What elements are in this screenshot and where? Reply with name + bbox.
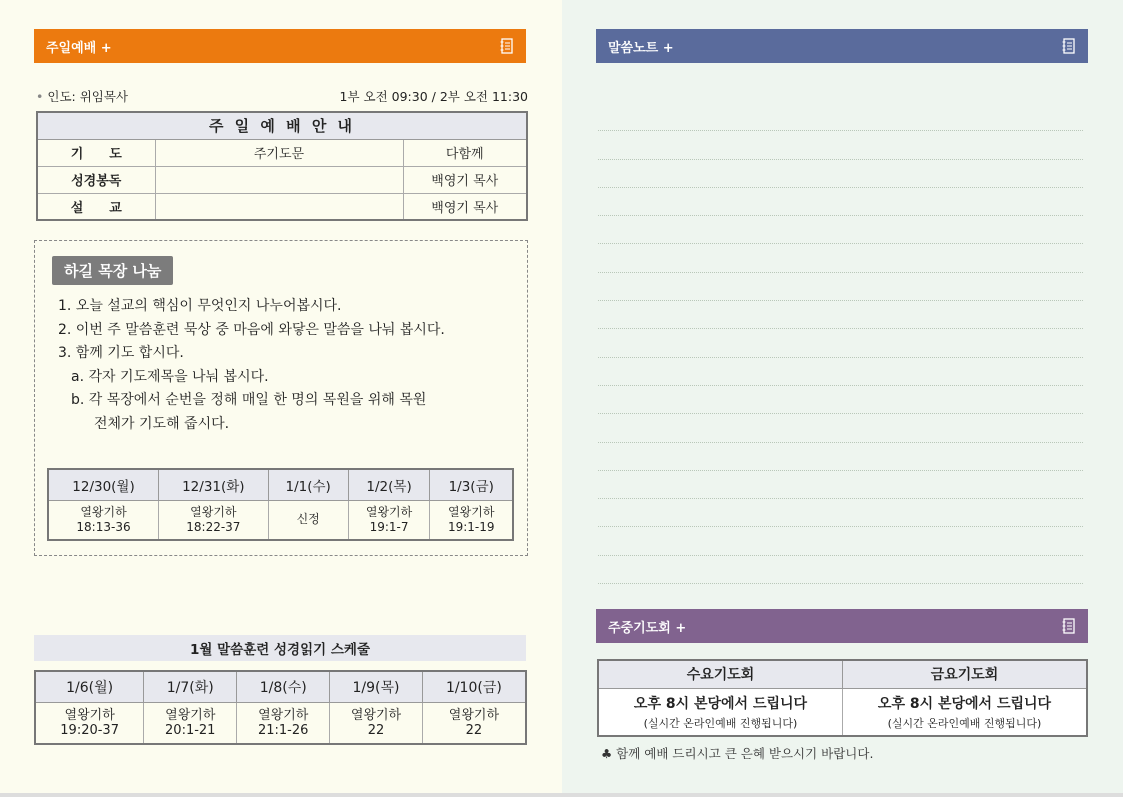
- reading-range: 20:1-21: [165, 722, 216, 738]
- note-line: [598, 443, 1083, 471]
- share-tag: 하길 목장 나눔: [52, 256, 173, 285]
- schedule-reading: [48, 500, 159, 540]
- schedule-reading: [159, 500, 269, 540]
- worship-header[interactable]: [34, 29, 526, 63]
- reading-book: 열왕기하: [64, 707, 115, 723]
- note-line: [598, 188, 1083, 216]
- note-line: [598, 160, 1083, 188]
- reading-book: 열왕기하: [365, 504, 413, 519]
- prayer-header-title: 주중기도회 +: [608, 620, 687, 636]
- notes-header-title: 말씀노트 +: [608, 40, 674, 56]
- reading-book: 열왕기하: [448, 504, 495, 519]
- schedule-reading: [348, 500, 430, 540]
- service-row-label: 성경봉독: [37, 166, 155, 193]
- service-times: 1부 오전 09:30 / 2부 오전 11:30: [339, 89, 528, 104]
- note-line: [598, 556, 1083, 584]
- reading-range: 18:22-37: [186, 519, 241, 534]
- note-line: [598, 414, 1083, 442]
- schedule-day: 1/3(금): [430, 469, 513, 500]
- prayer-main: 오후 8시 본당에서 드립니다: [633, 695, 808, 712]
- reading-book: 열왕기하: [258, 707, 309, 723]
- reading-book: 열왕기하: [165, 707, 216, 723]
- service-row-label: 설 교: [37, 193, 155, 220]
- prayer-main: 오후 8시 본당에서 드립니다: [877, 695, 1052, 712]
- prayer-note: (실시간 온라인예배 진행됩니다): [887, 716, 1042, 730]
- footer-message: ♣ 함께 예배 드리시고 큰 은혜 받으시기 바랍니다.: [601, 746, 874, 761]
- jan-schedule-title: 1월 말씀훈련 성경읽기 스케줄: [34, 635, 526, 661]
- schedule-day: 1/1(수): [268, 469, 348, 500]
- reading-book: 열왕기하: [350, 707, 402, 723]
- reading-book: 열왕기하: [448, 707, 499, 723]
- reading-range: 22: [465, 722, 483, 738]
- service-row: [37, 193, 527, 220]
- share-item: 3. 함께 기도 합시다.: [58, 345, 184, 361]
- schedule-day: 1/2(목): [348, 469, 430, 500]
- prayer-column-title: 수요기도회: [598, 660, 843, 688]
- schedule-reading: [237, 702, 330, 744]
- reading-range: 18:13-36: [76, 519, 131, 534]
- service-table: [36, 111, 528, 221]
- notebook-icon[interactable]: [1062, 38, 1076, 54]
- reading-range: 21:1-26: [257, 722, 309, 738]
- reading-range: 19:1-19: [447, 519, 495, 534]
- share-item: 1. 오늘 설교의 핵심이 무엇인지 나누어봅시다.: [58, 298, 342, 314]
- notebook-icon[interactable]: [1062, 618, 1076, 634]
- prayer-table: [597, 659, 1088, 737]
- prayer-note: (실시간 온라인예배 진행됩니다): [643, 716, 798, 730]
- schedule-day: 12/31(화): [159, 469, 269, 500]
- service-row-content: [155, 193, 403, 220]
- share-item: 2. 이번 주 말씀훈련 묵상 중 마음에 와닿은 말씀을 나눠 봅시다.: [58, 321, 445, 338]
- reading-range: 19:20-37: [60, 722, 119, 738]
- leader-text: 인도: 위임목사: [47, 89, 129, 104]
- bullet-icon: •: [36, 89, 44, 104]
- note-line: [598, 103, 1083, 131]
- service-row-label: 기 도: [37, 139, 155, 166]
- service-row-person: 백영기 목사: [403, 193, 527, 220]
- schedule-reading: [430, 500, 513, 540]
- service-table-title: 주 일 예 배 안 내: [37, 112, 527, 139]
- share-item: 전체가 기도해 줍시다.: [94, 415, 230, 432]
- bottom-strip: [0, 793, 1123, 797]
- schedule-day: 1/7(화): [144, 671, 237, 702]
- service-row: [37, 166, 527, 193]
- reading-range: 19:1-7: [369, 519, 409, 534]
- schedule-reading: [35, 702, 144, 744]
- jan-schedule-table: [34, 670, 527, 745]
- reading-book: 신정: [296, 512, 320, 527]
- note-line: [598, 273, 1083, 301]
- schedule-day: 12/30(월): [48, 469, 159, 500]
- note-line: [598, 244, 1083, 272]
- schedule-day: 1/9(목): [330, 671, 423, 702]
- prayer-header[interactable]: [596, 609, 1088, 643]
- notes-lines[interactable]: [598, 103, 1083, 584]
- note-line: [598, 131, 1083, 159]
- service-row-content: [155, 166, 403, 193]
- schedule-day: 1/8(수): [237, 671, 330, 702]
- service-meta: [36, 87, 528, 105]
- schedule-reading: [268, 500, 348, 540]
- notes-header[interactable]: [596, 29, 1088, 63]
- share-list: [58, 295, 445, 436]
- schedule-day: 1/10(금): [422, 671, 526, 702]
- notebook-icon[interactable]: [500, 38, 514, 54]
- service-row-person: 다함께: [403, 139, 527, 166]
- note-line: [598, 329, 1083, 357]
- reading-book: 열왕기하: [80, 504, 127, 519]
- prayer-cell: [598, 688, 843, 736]
- worship-header-title: 주일예배 +: [46, 40, 112, 56]
- schedule-day: 1/6(월): [35, 671, 144, 702]
- share-item: b. 각 목장에서 순번을 정해 매일 한 명의 목원을 위해 목원: [71, 392, 427, 408]
- service-row-person: 백영기 목사: [403, 166, 527, 193]
- prayer-cell: [843, 688, 1088, 736]
- note-line: [598, 527, 1083, 555]
- note-line: [598, 499, 1083, 527]
- schedule-reading: [422, 702, 526, 744]
- schedule-reading: [330, 702, 423, 744]
- note-line: [598, 386, 1083, 414]
- note-line: [598, 301, 1083, 329]
- week-schedule-table: [47, 468, 514, 541]
- service-row-content: 주기도문: [155, 139, 403, 166]
- note-line: [598, 216, 1083, 244]
- reading-book: 열왕기하: [190, 504, 237, 519]
- service-row: [37, 139, 527, 166]
- share-item: a. 각자 기도제목을 나눠 봅시다.: [71, 368, 269, 385]
- note-line: [598, 471, 1083, 499]
- schedule-reading: [144, 702, 237, 744]
- reading-range: 22: [367, 722, 385, 738]
- prayer-column-title: 금요기도회: [843, 660, 1088, 688]
- note-line: [598, 358, 1083, 386]
